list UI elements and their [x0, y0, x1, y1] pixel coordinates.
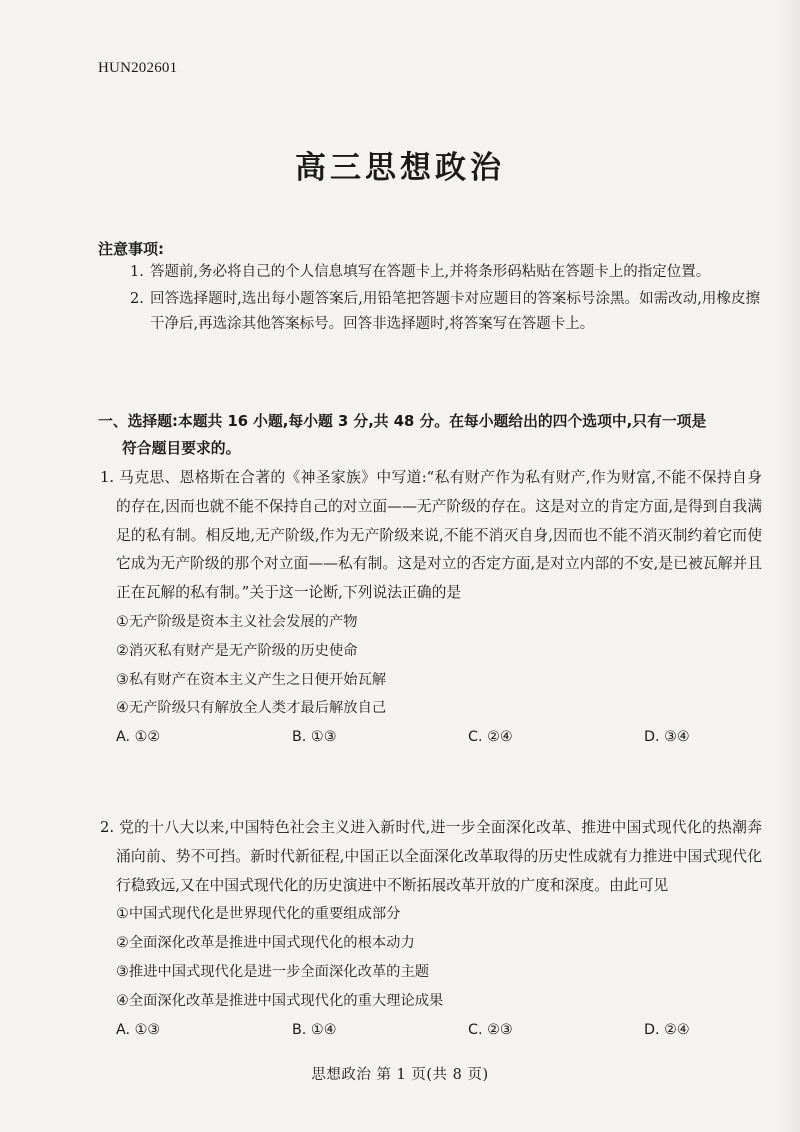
notice-item-text: 回答选择题时,选出每小题答案后,用铅笔把答题卡对应题目的答案标号涂黑。如需改动,用橡皮擦干净后,再选涂其他答案标号。回答非选择题时,将答案写在答题卡上。 [150, 291, 760, 332]
page-title: 高三思想政治 [295, 150, 505, 186]
notice-item-number: 2. [130, 291, 144, 307]
statement: ①中国式现代化是世界现代化的重要组成部分 [116, 906, 401, 923]
section-header-line: 符合题目要求的。 [122, 440, 241, 457]
notice-item-text: 答题前,务必将自己的个人信息填写在答题卡上,并将条形码粘贴在答题卡上的指定位置。 [150, 264, 711, 280]
option-d: D. ③④ [644, 729, 690, 746]
option-d: D. ②④ [644, 1021, 690, 1038]
question-2 [98, 814, 762, 1044]
statement: ④全面深化改革是推进中国式现代化的重大理论成果 [116, 992, 444, 1009]
option-c: C. ②③ [468, 1021, 513, 1038]
answer-options [98, 723, 762, 752]
option-b: B. ①④ [292, 1021, 337, 1038]
section-header [98, 408, 758, 462]
statement: ②全面深化改革是推进中国式现代化的根本动力 [116, 935, 415, 952]
notice-list [130, 260, 760, 339]
option-a: A. ①② [116, 729, 161, 746]
exam-code: HUN202601 [98, 60, 178, 76]
notice-heading: 注意事项: [98, 240, 164, 258]
statement: ③私有财产在资本主义产生之日便开始瓦解 [116, 671, 387, 688]
option-b: B. ①③ [292, 729, 337, 746]
scan-edge-shadow [778, 0, 800, 1132]
answer-options [98, 1016, 762, 1045]
statement: ②消灭私有财产是无产阶级的历史使命 [116, 642, 358, 659]
statement: ③推进中国式现代化是进一步全面深化改革的主题 [116, 963, 430, 980]
notice-item-number: 1. [130, 264, 144, 280]
statement: ④无产阶级只有解放全人类才最后解放自己 [116, 700, 387, 717]
notice-item [130, 287, 760, 337]
question-stem: 2. 党的十八大以来,中国特色社会主义进入新时代,进一步全面深化改革、推进中国式现代化的热潮奔涌向前、势不可挡。新时代新征程,中国正以全面深化改革取得的历史性成就有力推进中国式现代化行稳致远,又在中国式现代化的历史演进中不断拓展改革开放的广度和深度。由此可见 [100, 819, 762, 894]
option-a: A. ①③ [116, 1021, 161, 1038]
section-header-line: 一、选择题:本题共 16 小题,每小题 3 分,共 48 分。在每小题给出的四个选项中,只有一项是 [98, 413, 707, 430]
statement: ①无产阶级是资本主义社会发展的产物 [116, 613, 358, 630]
notice-item [130, 260, 760, 285]
question-1 [98, 464, 762, 752]
option-c: C. ②④ [468, 729, 513, 746]
page-footer: 思想政治 第 1 页(共 8 页) [311, 1067, 489, 1083]
question-stem: 1. 马克思、恩格斯在合著的《神圣家族》中写道:“私有财产作为私有财产,作为财富,不能不保持自身的存在,因而也就不能不保持自己的对立面——无产阶级的存在。这是对立的肯定方面,是得到自我满足的私有制。相反地,无产阶级,作为无产阶级来说,不能不消灭自身,因而也不能不消灭制约着它而使它成为无产阶级的那个对立面——私有制。这是对立的否定方面,是对立内部的不安,是已被瓦解并且正在瓦解的私有制。”关于这一论断,下列说法正确的是 [100, 469, 762, 602]
